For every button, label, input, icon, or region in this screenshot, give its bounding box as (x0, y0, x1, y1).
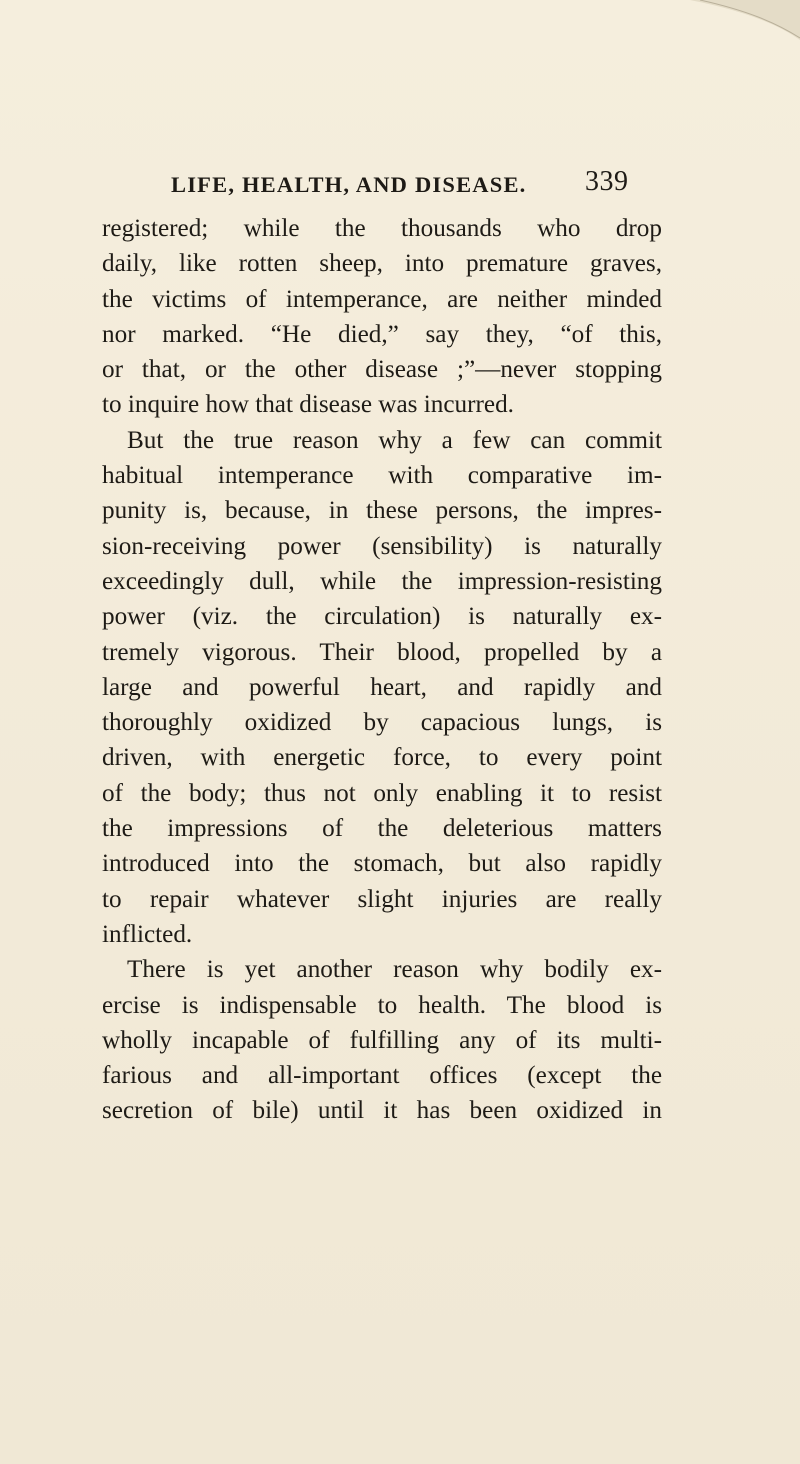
text-line: the victims of intemperance, are neither minded (102, 285, 662, 313)
text-line: habitual intemperance with comparative im- (102, 462, 662, 490)
running-head: LIFE, HEALTH, AND DISEASE. (171, 172, 527, 197)
text-line: to repair whatever slight injuries are really (102, 885, 662, 913)
text-line: registered; while the thousands who drop (102, 215, 662, 242)
text-line: secretion of bile) until it has been oxidized in (102, 1097, 662, 1125)
text-line: But the true reason why a few can commit (127, 426, 662, 454)
text-line: wholly incapable of fulfilling any of its multi- (102, 1026, 662, 1054)
text-line: large and powerful heart, and rapidly and (102, 673, 662, 701)
text-line: sion-receiving power (sensibility) is naturally (102, 532, 662, 560)
text-line: the impressions of the deleterious matters (102, 815, 662, 843)
text-line: farious and all-important offices (except the (102, 1062, 662, 1090)
text-line: power (viz. the circulation) is naturally ex- (102, 603, 662, 631)
text-line: tremely vigorous. Their blood, propelled by a (102, 638, 662, 666)
text-line: driven, with energetic force, to every point (102, 744, 662, 772)
text-line: to inquire how that disease was incurred. (102, 391, 514, 419)
text-line: exceedingly dull, while the impression-resisting (102, 567, 662, 595)
text-line: of the body; thus not only enabling it to resist (102, 779, 662, 807)
text-line: introduced into the stomach, but also rapidly (102, 850, 662, 878)
text-line: or that, or the other disease ;”—never stopping (102, 356, 662, 384)
body-text (102, 211, 662, 1129)
text-line: thoroughly oxidized by capacious lungs, is (102, 709, 662, 737)
text-line: punity is, because, in these persons, the impres- (102, 497, 662, 525)
page-number: 339 (585, 166, 629, 197)
text-line: nor marked. “He died,” say they, “of this, (102, 320, 662, 348)
text-line: ercise is indispensable to health. The blood is (102, 991, 662, 1019)
text-line: inflicted. (102, 920, 193, 948)
text-line: daily, like rotten sheep, into premature graves, (102, 250, 662, 278)
page-header (0, 164, 800, 204)
page-corner-curl (690, 0, 800, 40)
text-line: There is yet another reason why bodily ex- (127, 956, 662, 984)
